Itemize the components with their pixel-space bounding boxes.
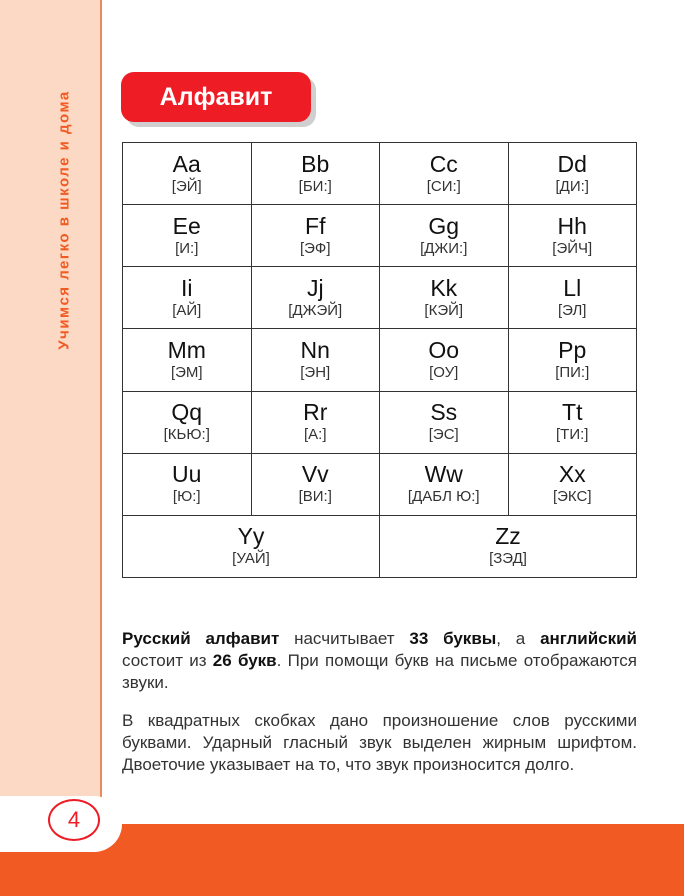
letter-pair: Uu — [172, 461, 202, 488]
alphabet-cell — [380, 267, 509, 329]
alphabet-cell — [123, 453, 252, 515]
alphabet-row — [123, 515, 637, 577]
alphabet-table — [122, 142, 637, 578]
letter-pair: Kk — [430, 274, 458, 301]
paragraph-explanation: В квадратных скобках дано произношение слов русскими буквами. Ударный гласный звук выделен жирным шрифтом. Двоеточие указывает на то, что звук произносится долго. — [122, 711, 637, 774]
pronunciation: [ОУ] — [429, 363, 459, 381]
pronunciation: [АЙ] — [172, 301, 202, 319]
letter-pair: Qq — [171, 399, 203, 426]
pronunciation: [ЭС] — [428, 426, 459, 444]
alphabet-cell — [380, 515, 637, 577]
alphabet-cell — [380, 453, 509, 515]
letter-pair: Aa — [172, 150, 201, 177]
letter-pair: Ff — [305, 212, 326, 239]
letter-pair: Rr — [303, 399, 328, 426]
letter-pair: Oo — [428, 336, 460, 363]
text-segment: насчитывает — [279, 629, 410, 648]
bold-russian-alphabet: Русский алфавит — [122, 629, 280, 648]
pronunciation: [ДЖИ:] — [420, 239, 468, 257]
alphabet-cell — [380, 329, 509, 391]
pronunciation: [УАЙ] — [232, 550, 270, 568]
pronunciation: [И:] — [175, 239, 199, 257]
paragraph-intro — [122, 628, 637, 694]
alphabet-cell — [251, 453, 380, 515]
pronunciation: [ЭЛ] — [558, 301, 587, 319]
alphabet-cell — [123, 391, 252, 453]
bold-26-letters: 26 букв — [212, 651, 277, 670]
pronunciation: [ЭКС] — [552, 488, 592, 506]
pronunciation: [ДАБЛ Ю:] — [407, 488, 480, 506]
alphabet-row — [123, 205, 637, 267]
sidebar-caption: Учимся легко в школе и дома — [55, 90, 73, 350]
page-title: Алфавит — [121, 72, 311, 122]
pronunciation: [ЭЙЧ] — [552, 239, 593, 257]
letter-pair: Dd — [557, 150, 587, 177]
alphabet-cell — [380, 391, 509, 453]
pronunciation: [СИ:] — [426, 177, 461, 195]
text-segment: . При помощи букв на письме отображаются звуки. — [122, 651, 637, 692]
pronunciation: [КЬЮ:] — [163, 426, 210, 444]
alphabet-cell — [251, 267, 380, 329]
letter-pair: Tt — [562, 399, 583, 426]
pronunciation: [ВИ:] — [298, 488, 332, 506]
letter-pair: Ee — [172, 212, 201, 239]
alphabet-cell — [123, 143, 252, 205]
letter-pair: Yy — [237, 523, 265, 550]
letter-pair: Gg — [428, 212, 460, 239]
pronunciation: [ПИ:] — [555, 363, 590, 381]
letter-pair: Vv — [301, 461, 329, 488]
alphabet-cell — [123, 329, 252, 391]
letter-pair: Ll — [563, 274, 582, 301]
letter-pair: Ww — [424, 461, 463, 488]
pronunciation: [БИ:] — [298, 177, 332, 195]
text-segment: , а — [496, 629, 541, 648]
bold-33-letters: 33 буквы — [409, 629, 497, 648]
letter-pair: Ii — [181, 274, 193, 301]
alphabet-cell — [508, 205, 637, 267]
alphabet-cell — [508, 391, 637, 453]
letter-pair: Bb — [301, 150, 330, 177]
alphabet-row — [123, 453, 637, 515]
letter-pair: Pp — [558, 336, 587, 363]
alphabet-cell — [508, 453, 637, 515]
alphabet-cell — [123, 205, 252, 267]
letter-pair: Zz — [495, 523, 521, 550]
letter-pair: Nn — [300, 336, 330, 363]
sidebar-band — [0, 0, 100, 896]
alphabet-cell — [508, 329, 637, 391]
pronunciation: [ДИ:] — [555, 177, 589, 195]
pronunciation: [ЭФ] — [299, 239, 331, 257]
alphabet-row — [123, 391, 637, 453]
bold-english: английский — [540, 629, 638, 648]
alphabet-cell — [380, 143, 509, 205]
alphabet-cell — [123, 267, 252, 329]
letter-pair: Hh — [557, 212, 587, 239]
alphabet-row — [123, 143, 637, 205]
alphabet-row — [123, 329, 637, 391]
alphabet-row — [123, 267, 637, 329]
letter-pair: Cc — [429, 150, 458, 177]
pronunciation: [КЭЙ] — [424, 301, 464, 319]
alphabet-cell — [508, 267, 637, 329]
alphabet-cell — [251, 205, 380, 267]
pronunciation: [ЭЙ] — [171, 177, 202, 195]
alphabet-cell — [251, 143, 380, 205]
alphabet-cell — [380, 205, 509, 267]
alphabet-cell — [251, 391, 380, 453]
alphabet-cell — [251, 329, 380, 391]
pronunciation: [ЭМ] — [170, 363, 203, 381]
letter-pair: Jj — [306, 274, 324, 301]
sidebar-divider — [100, 0, 102, 824]
letter-pair: Xx — [558, 461, 586, 488]
pronunciation: [ТИ:] — [556, 426, 589, 444]
text-segment: состоит из — [122, 651, 213, 670]
pronunciation: [ДЖЭЙ] — [288, 301, 343, 319]
pronunciation: [Ю:] — [172, 488, 201, 506]
pronunciation: [ЗЭД] — [489, 550, 527, 568]
page-number: 4 — [48, 799, 100, 841]
letter-pair: Mm — [167, 336, 206, 363]
pronunciation: [ЭН] — [300, 363, 331, 381]
alphabet-cell — [123, 515, 380, 577]
letter-pair: Ss — [430, 399, 458, 426]
pronunciation: [А:] — [303, 426, 327, 444]
alphabet-cell — [508, 143, 637, 205]
